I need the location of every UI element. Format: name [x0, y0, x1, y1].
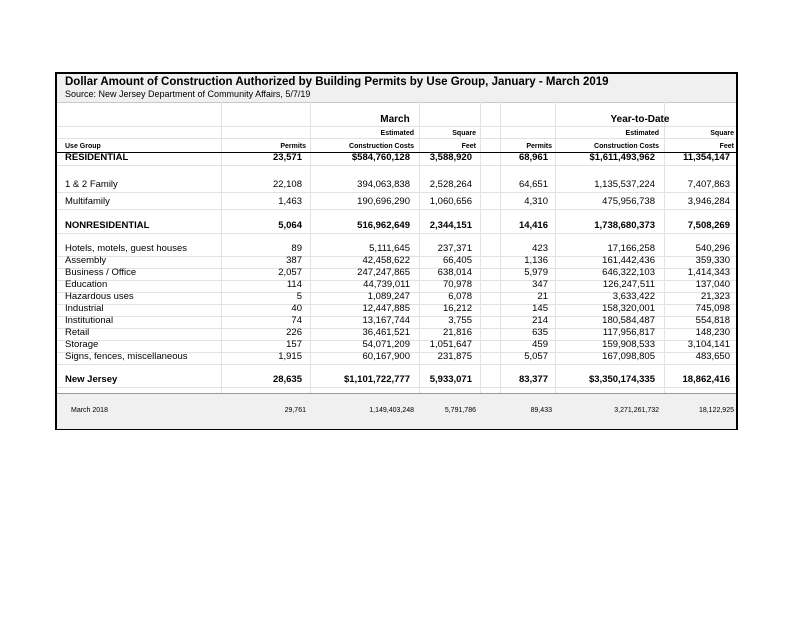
- table-cell: 423: [532, 243, 548, 254]
- table-cell: 28,635: [272, 374, 302, 385]
- column-header-march-feet: Feet: [461, 143, 476, 150]
- table-cell: 89: [291, 243, 302, 254]
- table-cell: 459: [532, 339, 548, 350]
- group-header-march: March: [380, 114, 410, 125]
- table-cell: 126,247,511: [602, 279, 655, 290]
- table-cell: 5: [296, 291, 302, 302]
- table-cell: 4,310: [524, 196, 548, 207]
- row-label: Storage: [65, 339, 99, 350]
- row-label: New Jersey: [65, 374, 118, 385]
- grid-line: [57, 165, 736, 166]
- table-cell: 83,377: [518, 374, 548, 385]
- table-cell: 21,816: [442, 327, 472, 338]
- table-cell: 1,089,247: [367, 291, 410, 302]
- table-cell: 2,057: [278, 267, 302, 278]
- table-cell: 214: [532, 315, 548, 326]
- table-cell: 5,064: [278, 220, 302, 231]
- row-label: Retail: [65, 327, 90, 338]
- table-cell: 74: [291, 315, 302, 326]
- table-cell: 137,040: [695, 279, 730, 290]
- table-cell: 3,271,261,732: [614, 407, 659, 414]
- table-cell: 3,104,141: [687, 339, 730, 350]
- table-cell: 7,407,863: [687, 179, 730, 190]
- table-cell: 148,230: [695, 327, 730, 338]
- table-cell: 394,063,838: [357, 179, 410, 190]
- grid-line: [480, 102, 481, 393]
- column-header-ytd-costs: Construction Costs: [594, 143, 659, 150]
- row-label: Education: [65, 279, 108, 290]
- table-cell: 7,508,269: [687, 220, 730, 231]
- table-cell: 157: [286, 339, 302, 350]
- comparison-label: March 2018: [71, 407, 108, 414]
- table-cell: 516,962,649: [357, 220, 410, 231]
- table-cell: $3,350,174,335: [588, 374, 655, 385]
- table-cell: 13,167,744: [362, 315, 410, 326]
- table-cell: 554,818: [695, 315, 730, 326]
- table-cell: 226: [286, 327, 302, 338]
- row-label: Institutional: [65, 315, 114, 326]
- table-cell: $584,760,128: [351, 152, 410, 163]
- table-cell: $1,611,493,962: [589, 152, 655, 163]
- grid-line: [57, 364, 736, 365]
- table-cell: 22,108: [272, 179, 302, 190]
- table-cell: 387: [286, 255, 302, 266]
- column-header-use-group: Use Group: [65, 143, 101, 150]
- column-header-march-square: Square: [452, 130, 476, 137]
- table-cell: 6,078: [448, 291, 472, 302]
- table-cell: 247,247,865: [357, 267, 410, 278]
- table-cell: 1,136: [524, 255, 548, 266]
- table-cell: 3,588,920: [429, 152, 472, 163]
- row-label: Business / Office: [65, 267, 137, 278]
- grid-line: [57, 233, 736, 234]
- table-cell: 54,071,209: [362, 339, 410, 350]
- table-header-band: [57, 74, 736, 103]
- row-label: Industrial: [65, 303, 104, 314]
- table-cell: 5,057: [524, 351, 548, 362]
- table-cell: 23,571: [272, 152, 302, 163]
- table-cell: 89,433: [530, 407, 552, 414]
- column-header-march-estimated: Estimated: [380, 130, 414, 137]
- grid-line: [221, 102, 222, 393]
- table-cell: 18,122,925: [698, 407, 734, 414]
- table-cell: 114: [286, 279, 302, 290]
- source-note: Source: New Jersey Department of Community Affairs, 5/7/19: [65, 89, 311, 99]
- row-label: Hazardous uses: [65, 291, 134, 302]
- table-cell: 5,111,645: [369, 243, 410, 254]
- row-label: NONRESIDENTIAL: [65, 220, 150, 231]
- column-header-ytd-feet: Feet: [719, 143, 734, 150]
- row-label: Multifamily: [65, 196, 110, 207]
- table-cell: 21: [537, 291, 548, 302]
- table-cell: 44,739,011: [363, 279, 410, 290]
- column-header-march-costs: Construction Costs: [349, 143, 414, 150]
- grid-line: [57, 126, 736, 127]
- table-cell: 159,908,533: [602, 339, 655, 350]
- table-cell: 1,051,647: [429, 339, 472, 350]
- table-cell: 231,875: [437, 351, 472, 362]
- column-header-ytd-permits: Permits: [526, 143, 552, 150]
- column-header-ytd-estimated: Estimated: [625, 130, 659, 137]
- table-cell: 347: [532, 279, 548, 290]
- table-cell: 145: [532, 303, 548, 314]
- table-cell: 359,330: [695, 255, 730, 266]
- table-cell: 1,463: [278, 196, 302, 207]
- table-cell: 1,060,656: [429, 196, 472, 207]
- table-cell: 3,755: [448, 315, 472, 326]
- table-cell: 2,528,264: [429, 179, 472, 190]
- grid-line: [57, 209, 736, 210]
- table-cell: 237,371: [437, 243, 472, 254]
- table-cell: 190,696,290: [357, 196, 410, 207]
- table-cell: 14,416: [518, 220, 548, 231]
- table-cell: 638,014: [437, 267, 472, 278]
- table-cell: 21,323: [700, 291, 730, 302]
- table-cell: 3,946,284: [687, 196, 730, 207]
- table-cell: 5,933,071: [429, 374, 472, 385]
- table-cell: 1,915: [278, 351, 302, 362]
- table-cell: 475,956,738: [602, 196, 655, 207]
- table-cell: 68,961: [518, 152, 548, 163]
- table-cell: 36,461,521: [362, 327, 410, 338]
- table-cell: 17,166,258: [607, 243, 655, 254]
- table-cell: 29,761: [284, 407, 306, 414]
- table-cell: 18,862,416: [682, 374, 730, 385]
- table-cell: 540,296: [695, 243, 730, 254]
- table-cell: $1,101,722,777: [343, 374, 410, 385]
- table-cell: 16,212: [442, 303, 472, 314]
- row-label: RESIDENTIAL: [65, 152, 129, 163]
- table-cell: 64,651: [518, 179, 548, 190]
- grid-line: [57, 387, 736, 388]
- group-header-ytd: Year-to-Date: [610, 114, 670, 125]
- column-header-ytd-square: Square: [710, 130, 734, 137]
- comparison-row: [57, 393, 736, 429]
- table-cell: 2,344,151: [429, 220, 472, 231]
- table-cell: 12,447,885: [362, 303, 410, 314]
- report-table: [55, 72, 738, 430]
- table-cell: 60,167,900: [362, 351, 410, 362]
- column-header-march-permits: Permits: [280, 143, 306, 150]
- table-cell: 40: [291, 303, 302, 314]
- table-cell: 66,405: [442, 255, 472, 266]
- table-cell: 161,442,436: [602, 255, 655, 266]
- table-cell: 1,738,680,373: [594, 220, 655, 231]
- table-cell: 483,650: [695, 351, 730, 362]
- table-cell: 167,098,805: [602, 351, 655, 362]
- row-label: 1 & 2 Family: [65, 179, 118, 190]
- table-cell: 5,791,786: [444, 407, 476, 414]
- row-label: Signs, fences, miscellaneous: [65, 351, 188, 362]
- table-cell: 5,979: [524, 267, 548, 278]
- table-cell: 1,414,343: [687, 267, 730, 278]
- table-cell: 70,978: [442, 279, 472, 290]
- table-cell: 180,584,487: [602, 315, 655, 326]
- table-title: Dollar Amount of Construction Authorized by Building Permits by Use Group, January - March 2019: [65, 76, 609, 88]
- table-cell: 635: [532, 327, 548, 338]
- row-label: Assembly: [65, 255, 107, 266]
- table-cell: 117,956,817: [602, 327, 655, 338]
- table-cell: 745,098: [695, 303, 730, 314]
- table-cell: 646,322,103: [602, 267, 655, 278]
- table-cell: 158,320,001: [602, 303, 655, 314]
- table-cell: 1,135,537,224: [594, 179, 655, 190]
- table-cell: 42,458,622: [362, 255, 410, 266]
- table-cell: 1,149,403,248: [369, 407, 414, 414]
- table-cell: 3,633,422: [612, 291, 655, 302]
- grid-line: [57, 192, 736, 193]
- table-cell: 11,354,147: [682, 152, 730, 163]
- row-label: Hotels, motels, guest houses: [65, 243, 187, 254]
